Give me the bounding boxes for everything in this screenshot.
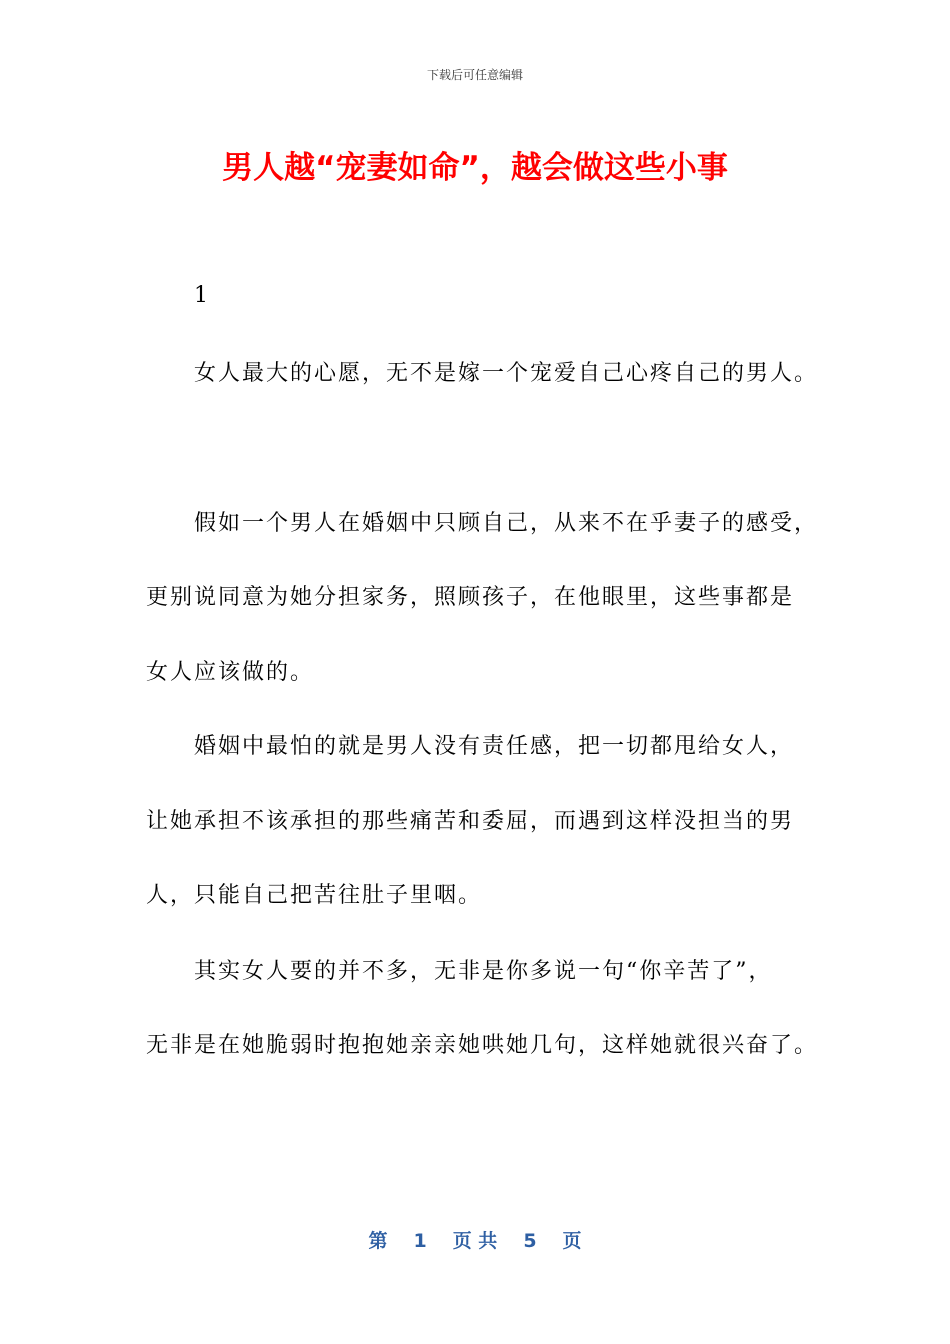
paragraph-2-line-3: 女人应该做的。 bbox=[146, 660, 315, 685]
paragraph-2-line-2: 更别说同意为她分担家务，照顾孩子，在他眼里，这些事都是 bbox=[146, 585, 795, 610]
section-number: 1 bbox=[194, 283, 210, 308]
footer-total-pages: 5 bbox=[523, 1230, 537, 1252]
paragraph-3-line-1: 婚姻中最怕的就是男人没有责任感，把一切都甩给女人， bbox=[194, 734, 795, 759]
paragraph-4-line-1: 其实女人要的并不多，无非是你多说一句“你辛苦了”， bbox=[194, 959, 773, 984]
paragraph-3-line-2: 让她承担不该承担的那些痛苦和委屈，而遇到这样没担当的男 bbox=[146, 809, 795, 834]
footer-current-page: 1 bbox=[413, 1230, 427, 1252]
paragraph-1-line-1: 女人最大的心愿，无不是嫁一个宠爱自己心疼自己的男人。 bbox=[194, 361, 819, 386]
footer-mid: 页 共 bbox=[452, 1230, 498, 1252]
article-title: 男人越“宠妻如命”，越会做这些小事 bbox=[222, 150, 728, 186]
paragraph-2-line-1: 假如一个男人在婚姻中只顾自己，从来不在乎妻子的感受， bbox=[194, 511, 819, 536]
footer-prefix: 第 bbox=[368, 1230, 388, 1252]
footer-suffix: 页 bbox=[562, 1230, 582, 1252]
header-note: 下载后可任意编辑 bbox=[426, 68, 523, 82]
paragraph-4-line-2: 无非是在她脆弱时抱抱她亲亲她哄她几句，这样她就很兴奋了。 bbox=[146, 1033, 819, 1058]
page-footer bbox=[0, 1226, 950, 1253]
paragraph-3-line-3: 人，只能自己把苦往肚子里咽。 bbox=[146, 883, 483, 908]
